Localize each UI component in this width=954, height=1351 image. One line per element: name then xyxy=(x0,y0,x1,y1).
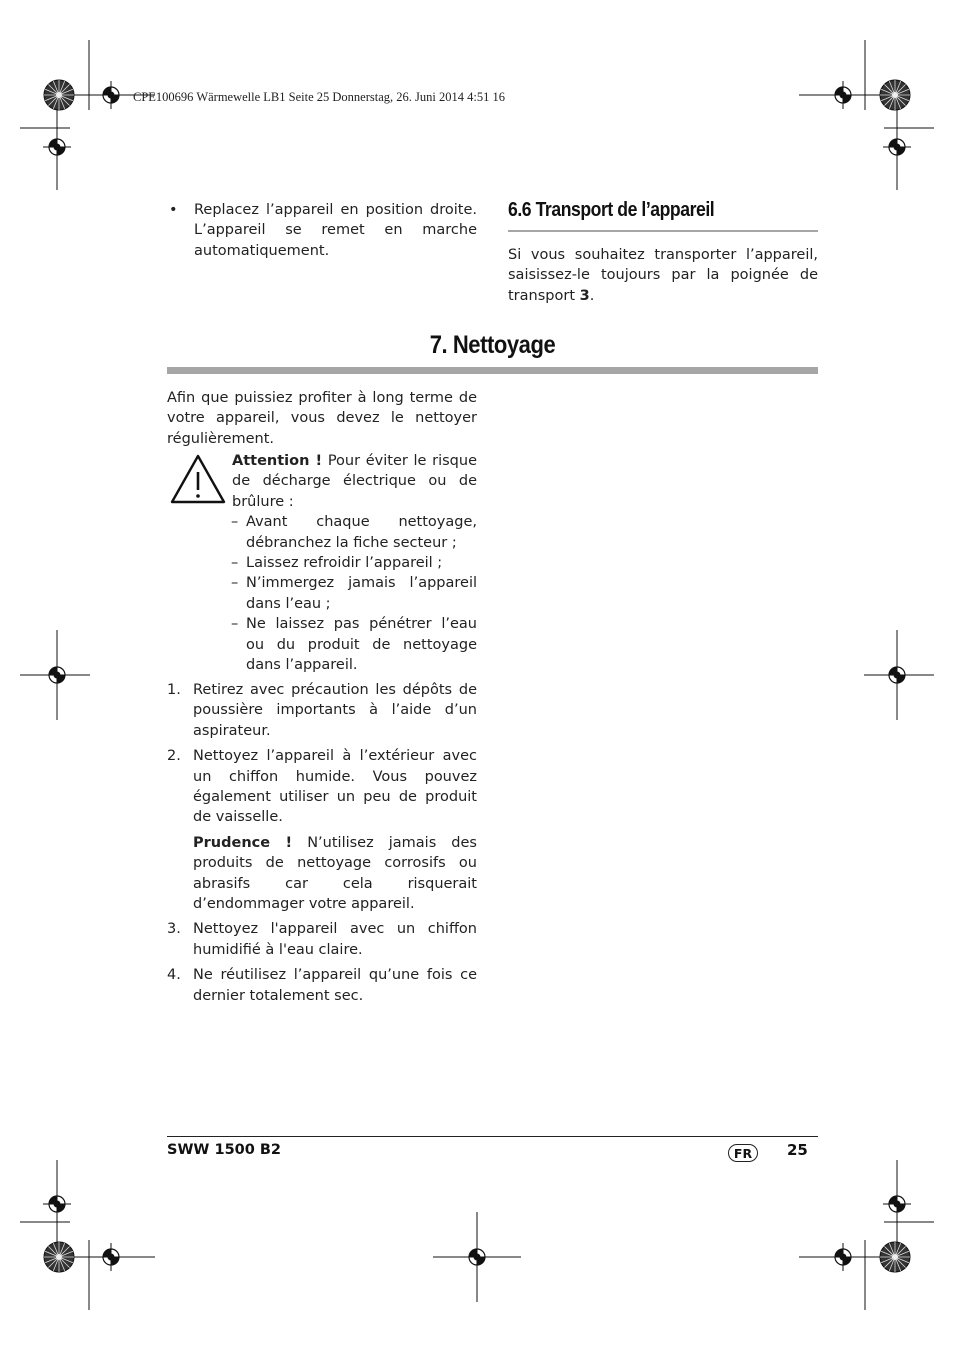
section-6-6-text-b: . xyxy=(589,287,595,304)
step-number: 2. xyxy=(167,748,181,765)
section-6-6-title: 6.6 Transport de l’appareil xyxy=(508,199,715,221)
warning-triangle-icon xyxy=(169,452,227,506)
warning-list-item xyxy=(231,614,477,675)
step-1 xyxy=(167,680,477,741)
step-number: 4. xyxy=(167,967,181,984)
caution-note xyxy=(193,833,477,915)
warning-item-text: Ne laissez pas pénétrer l’eau ou du produit de nettoyage dans l’appareil. xyxy=(246,616,477,674)
dash-glyph: – xyxy=(231,555,239,572)
section-7-intro: Afin que puissiez profiter à long terme de votre appareil, vous devez le nettoyer régulièrement. xyxy=(167,390,477,447)
warning-list-item xyxy=(231,553,477,573)
section-6-6-text-a: Si vous souhaitez transporter l’appareil, saisissez-le toujours par la poignée de transport xyxy=(508,247,818,304)
print-header: CPE100696 Wärmewelle LB1 Seite 25 Donnerstag, 26. Juni 2014 4:51 16 xyxy=(133,90,505,104)
step-text: Ne réutilisez l’appareil qu’une fois ce dernier totalement sec. xyxy=(193,967,477,1004)
step-text: Retirez avec précaution les dépôts de poussière importants à l’aide d’un aspirateur. xyxy=(193,682,477,739)
warning-label: Attention ! xyxy=(232,453,323,469)
section-6-6-text xyxy=(508,245,818,306)
caution-label: Prudence ! xyxy=(193,834,293,851)
bullet-text: Replacez l’appareil en position droite. L’appareil se remet en marche automatiquement. xyxy=(194,202,477,259)
section-6-6-rule xyxy=(508,230,818,232)
dash-glyph: – xyxy=(231,575,239,592)
step-2 xyxy=(167,746,477,828)
footer-rule xyxy=(167,1136,818,1137)
warning-item-text: N’immergez jamais l’appareil dans l’eau ; xyxy=(246,575,477,612)
step-number: 3. xyxy=(167,921,181,938)
warning-item-text: Avant chaque nettoyage, débranchez la fiche secteur ; xyxy=(246,514,477,551)
dash-glyph: – xyxy=(231,616,239,633)
warning-item-text: Laissez refroidir l’appareil ; xyxy=(246,555,443,572)
language-badge: FR xyxy=(728,1144,758,1162)
warning-list-item xyxy=(231,512,477,553)
step-text: Nettoyez l’appareil à l’extérieur avec un chiffon humide. Vous pouvez également utiliser un peu de produit de vaisselle. xyxy=(193,748,477,826)
page-number: 25 xyxy=(787,1141,808,1159)
warning-intro xyxy=(232,451,477,512)
section-7-title: 7. Nettoyage xyxy=(429,331,556,359)
footer-model: SWW 1500 B2 xyxy=(167,1142,282,1158)
step-text: Nettoyez l'appareil avec un chiffon humidifié à l'eau claire. xyxy=(193,921,477,958)
cleaning-steps xyxy=(167,680,477,1006)
step-number: 1. xyxy=(167,682,181,698)
section-7-rule xyxy=(167,367,818,374)
step-3 xyxy=(167,919,477,960)
warning-block xyxy=(232,451,477,675)
step-4 xyxy=(167,965,477,1006)
dash-glyph: – xyxy=(231,514,239,531)
bullet-glyph: • xyxy=(169,202,178,218)
warning-list-item xyxy=(231,573,477,614)
warning-text: Pour éviter le risque de décharge électrique ou de brûlure : xyxy=(232,453,477,510)
part-ref-number: 3 xyxy=(579,287,590,304)
warning-list xyxy=(231,512,477,675)
caution-text: N’utilisez jamais des produits de nettoyage corrosifs ou abrasifs car cela risquerait d’endommager votre appareil. xyxy=(193,834,477,913)
bullet-item xyxy=(167,200,477,261)
